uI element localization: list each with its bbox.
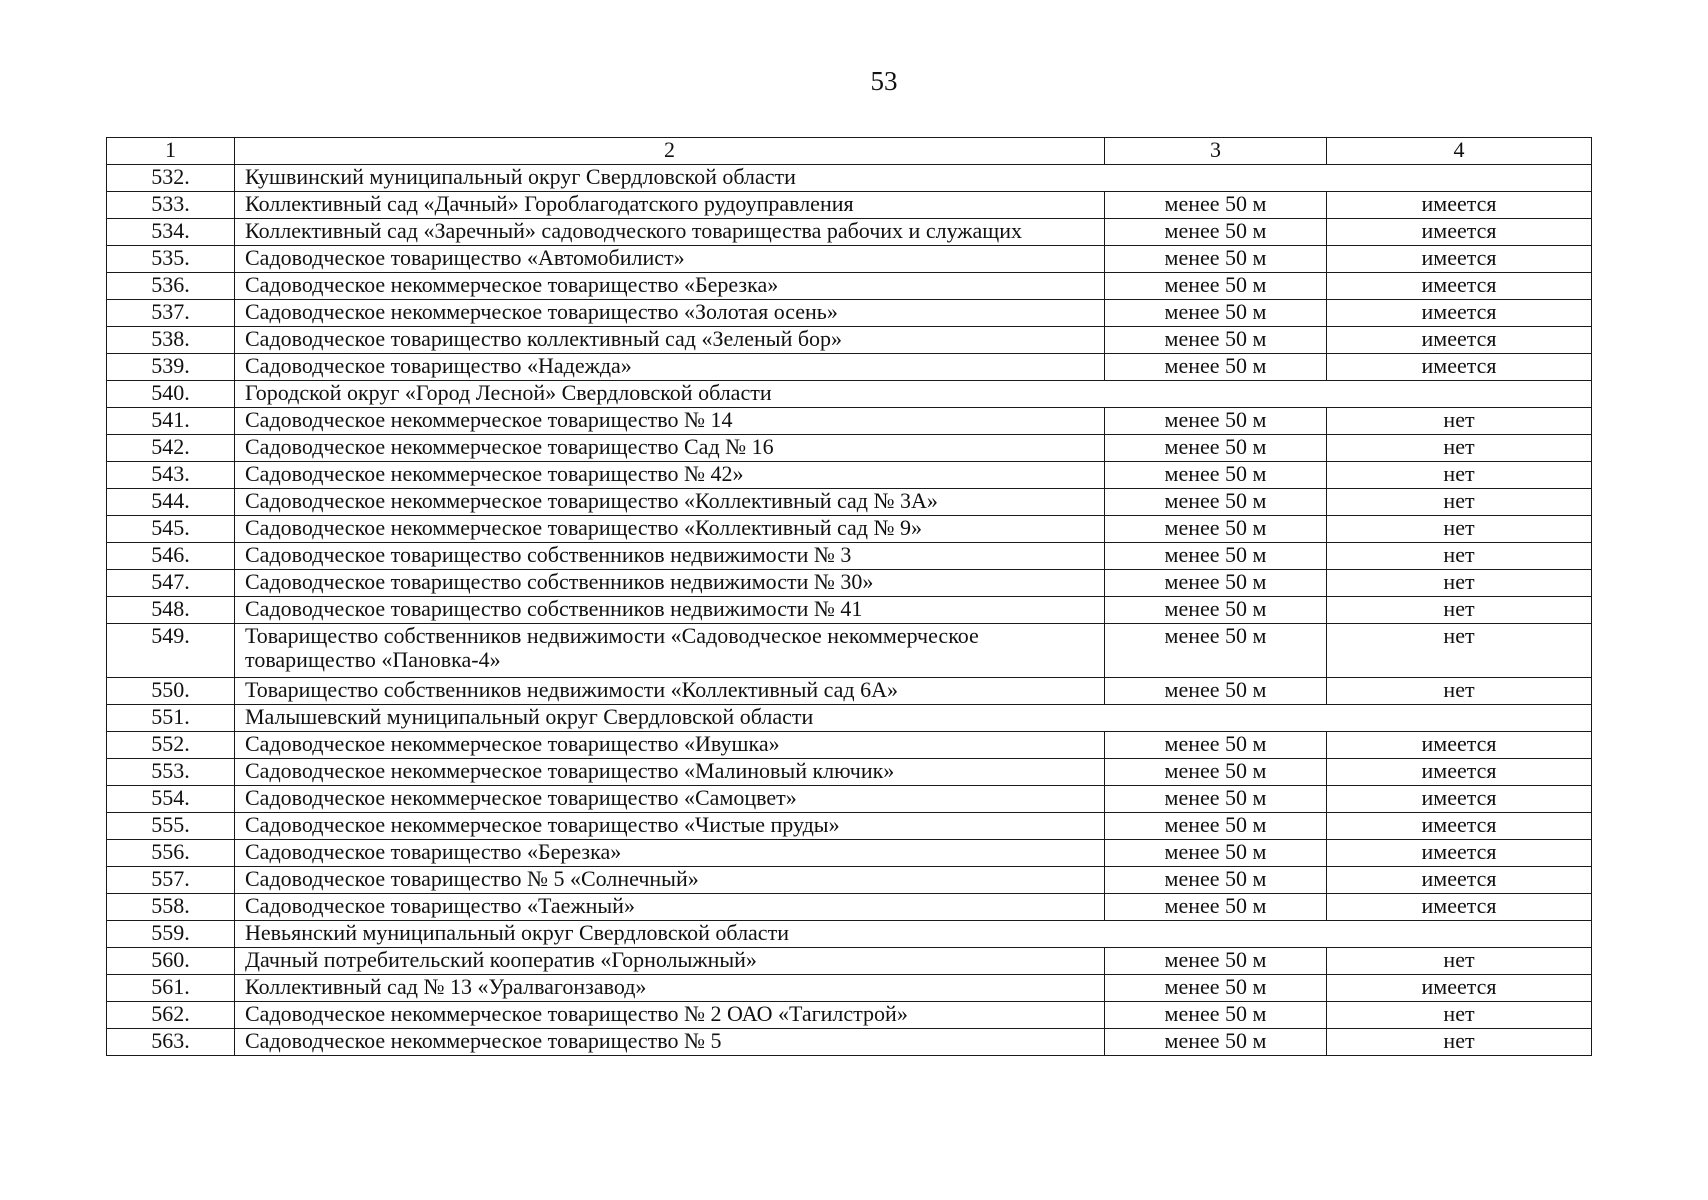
distance-cell: менее 50 м	[1105, 435, 1327, 462]
row-number: 542.	[107, 435, 235, 462]
table-row	[107, 894, 1592, 921]
organization-name: Садоводческое товарищество № 5 «Солнечный»	[235, 867, 1105, 894]
table-row	[107, 948, 1592, 975]
table-row	[107, 786, 1592, 813]
row-number: 555.	[107, 813, 235, 840]
organization-name: Садоводческое некоммерческое товарищество «Самоцвет»	[235, 786, 1105, 813]
distance-cell: менее 50 м	[1105, 300, 1327, 327]
organization-name: Садоводческое некоммерческое товарищество № 14	[235, 408, 1105, 435]
table-row	[107, 327, 1592, 354]
row-number: 534.	[107, 219, 235, 246]
organization-name: Садоводческое товарищество коллективный сад «Зеленый бор»	[235, 327, 1105, 354]
row-number: 543.	[107, 462, 235, 489]
organization-name: Садоводческое товарищество «Березка»	[235, 840, 1105, 867]
row-number: 559.	[107, 921, 235, 948]
distance-cell: менее 50 м	[1105, 840, 1327, 867]
table-row	[107, 354, 1592, 381]
table-row	[107, 516, 1592, 543]
distance-cell: менее 50 м	[1105, 219, 1327, 246]
table-row	[107, 219, 1592, 246]
table-row	[107, 489, 1592, 516]
row-number: 547.	[107, 570, 235, 597]
distance-cell: менее 50 м	[1105, 489, 1327, 516]
availability-cell: нет	[1327, 1029, 1592, 1056]
distance-cell: менее 50 м	[1105, 570, 1327, 597]
availability-cell: имеется	[1327, 300, 1592, 327]
table-row	[107, 975, 1592, 1002]
table-row	[107, 624, 1592, 678]
distance-cell: менее 50 м	[1105, 354, 1327, 381]
row-number: 540.	[107, 381, 235, 408]
row-number: 536.	[107, 273, 235, 300]
table-row	[107, 1002, 1592, 1029]
distance-cell: менее 50 м	[1105, 786, 1327, 813]
table-row	[107, 1029, 1592, 1056]
organization-name: Садоводческое некоммерческое товарищество «Золотая осень»	[235, 300, 1105, 327]
row-number: 551.	[107, 705, 235, 732]
organization-name: Садоводческое некоммерческое товарищество № 2 ОАО «Тагилстрой»	[235, 1002, 1105, 1029]
table-row	[107, 759, 1592, 786]
availability-cell: нет	[1327, 624, 1592, 678]
organization-name: Садоводческое некоммерческое товарищество № 42»	[235, 462, 1105, 489]
availability-cell: имеется	[1327, 732, 1592, 759]
distance-cell: менее 50 м	[1105, 462, 1327, 489]
availability-cell: нет	[1327, 516, 1592, 543]
row-number: 548.	[107, 597, 235, 624]
distance-cell: менее 50 м	[1105, 678, 1327, 705]
distance-cell: менее 50 м	[1105, 948, 1327, 975]
table-row	[107, 300, 1592, 327]
header-col-3: 3	[1105, 138, 1327, 165]
organization-name: Садоводческое товарищество собственников недвижимости № 3	[235, 543, 1105, 570]
row-number: 537.	[107, 300, 235, 327]
row-number: 545.	[107, 516, 235, 543]
organization-name: Садоводческое товарищество собственников недвижимости № 30»	[235, 570, 1105, 597]
section-title: Городской округ «Город Лесной» Свердловской области	[235, 381, 1592, 408]
availability-cell: имеется	[1327, 975, 1592, 1002]
availability-cell: имеется	[1327, 813, 1592, 840]
distance-cell: менее 50 м	[1105, 597, 1327, 624]
row-number: 556.	[107, 840, 235, 867]
organization-name: Садоводческое некоммерческое товарищество «Ивушка»	[235, 732, 1105, 759]
distance-cell: менее 50 м	[1105, 732, 1327, 759]
section-title: Невьянский муниципальный округ Свердловской области	[235, 921, 1592, 948]
availability-cell: имеется	[1327, 759, 1592, 786]
availability-cell: нет	[1327, 489, 1592, 516]
page-number: 53	[870, 66, 898, 96]
availability-cell: нет	[1327, 570, 1592, 597]
availability-cell: нет	[1327, 408, 1592, 435]
row-number: 563.	[107, 1029, 235, 1056]
table-body	[107, 138, 1592, 1056]
table-row	[107, 678, 1592, 705]
availability-cell: нет	[1327, 948, 1592, 975]
row-number: 532.	[107, 165, 235, 192]
data-table	[106, 137, 1592, 1056]
table-row	[107, 867, 1592, 894]
distance-cell: менее 50 м	[1105, 894, 1327, 921]
row-number: 549.	[107, 624, 235, 678]
row-number: 562.	[107, 1002, 235, 1029]
row-number: 544.	[107, 489, 235, 516]
availability-cell: имеется	[1327, 840, 1592, 867]
row-number: 552.	[107, 732, 235, 759]
availability-cell: имеется	[1327, 354, 1592, 381]
availability-cell: имеется	[1327, 273, 1592, 300]
row-number: 535.	[107, 246, 235, 273]
table-section-row	[107, 705, 1592, 732]
table-row	[107, 273, 1592, 300]
distance-cell: менее 50 м	[1105, 327, 1327, 354]
organization-name: Садоводческое товарищество «Таежный»	[235, 894, 1105, 921]
organization-name: Товарищество собственников недвижимости «Коллективный сад 6А»	[235, 678, 1105, 705]
table-row	[107, 570, 1592, 597]
availability-cell: имеется	[1327, 327, 1592, 354]
availability-cell: имеется	[1327, 219, 1592, 246]
availability-cell: нет	[1327, 597, 1592, 624]
row-number: 557.	[107, 867, 235, 894]
row-number: 538.	[107, 327, 235, 354]
availability-cell: имеется	[1327, 894, 1592, 921]
row-number: 553.	[107, 759, 235, 786]
table-row	[107, 462, 1592, 489]
availability-cell: имеется	[1327, 192, 1592, 219]
row-number: 560.	[107, 948, 235, 975]
organization-name: Садоводческое некоммерческое товарищество «Чистые пруды»	[235, 813, 1105, 840]
organization-name: Коллективный сад № 13 «Уралвагонзавод»	[235, 975, 1105, 1002]
section-title: Малышевский муниципальный округ Свердловской области	[235, 705, 1592, 732]
header-col-4: 4	[1327, 138, 1592, 165]
distance-cell: менее 50 м	[1105, 192, 1327, 219]
distance-cell: менее 50 м	[1105, 975, 1327, 1002]
distance-cell: менее 50 м	[1105, 813, 1327, 840]
organization-name: Дачный потребительский кооператив «Горнолыжный»	[235, 948, 1105, 975]
distance-cell: менее 50 м	[1105, 1029, 1327, 1056]
table-section-row	[107, 381, 1592, 408]
organization-name: Коллективный сад «Заречный» садоводческого товарищества рабочих и служащих	[235, 219, 1105, 246]
row-number: 561.	[107, 975, 235, 1002]
table-section-row	[107, 921, 1592, 948]
organization-name: Садоводческое некоммерческое товарищество «Коллективный сад № 9»	[235, 516, 1105, 543]
organization-name: Садоводческое некоммерческое товарищество «Березка»	[235, 273, 1105, 300]
availability-cell: имеется	[1327, 867, 1592, 894]
availability-cell: нет	[1327, 462, 1592, 489]
distance-cell: менее 50 м	[1105, 273, 1327, 300]
distance-cell: менее 50 м	[1105, 246, 1327, 273]
distance-cell: менее 50 м	[1105, 624, 1327, 678]
organization-name: Садоводческое товарищество «Автомобилист»	[235, 246, 1105, 273]
availability-cell: имеется	[1327, 246, 1592, 273]
table-row	[107, 435, 1592, 462]
organization-name: Садоводческое некоммерческое товарищество «Коллективный сад № 3А»	[235, 489, 1105, 516]
row-number: 533.	[107, 192, 235, 219]
section-title: Кушвинский муниципальный округ Свердловской области	[235, 165, 1592, 192]
table-row	[107, 192, 1592, 219]
organization-name: Коллективный сад «Дачный» Гороблагодатского рудоуправления	[235, 192, 1105, 219]
table-row	[107, 732, 1592, 759]
table-row	[107, 408, 1592, 435]
organization-name: Садоводческое некоммерческое товарищество «Малиновый ключик»	[235, 759, 1105, 786]
distance-cell: менее 50 м	[1105, 1002, 1327, 1029]
header-col-2: 2	[235, 138, 1105, 165]
availability-cell: нет	[1327, 1002, 1592, 1029]
organization-name: Товарищество собственников недвижимости «Садоводческое некоммерческое товарищество «Пановка-4»	[235, 624, 1105, 678]
organization-name: Садоводческое товарищество собственников недвижимости № 41	[235, 597, 1105, 624]
table-header-row	[107, 138, 1592, 165]
distance-cell: менее 50 м	[1105, 543, 1327, 570]
organization-name: Садоводческое товарищество «Надежда»	[235, 354, 1105, 381]
availability-cell: нет	[1327, 435, 1592, 462]
table-row	[107, 813, 1592, 840]
row-number: 546.	[107, 543, 235, 570]
row-number: 539.	[107, 354, 235, 381]
distance-cell: менее 50 м	[1105, 867, 1327, 894]
distance-cell: менее 50 м	[1105, 408, 1327, 435]
header-col-1: 1	[107, 138, 235, 165]
distance-cell: менее 50 м	[1105, 516, 1327, 543]
row-number: 550.	[107, 678, 235, 705]
organization-name: Садоводческое некоммерческое товарищество Сад № 16	[235, 435, 1105, 462]
row-number: 554.	[107, 786, 235, 813]
distance-cell: менее 50 м	[1105, 759, 1327, 786]
table-row	[107, 840, 1592, 867]
row-number: 558.	[107, 894, 235, 921]
table-section-row	[107, 165, 1592, 192]
table-row	[107, 246, 1592, 273]
organization-name: Садоводческое некоммерческое товарищество № 5	[235, 1029, 1105, 1056]
table-row	[107, 597, 1592, 624]
row-number: 541.	[107, 408, 235, 435]
availability-cell: имеется	[1327, 786, 1592, 813]
table-row	[107, 543, 1592, 570]
availability-cell: нет	[1327, 543, 1592, 570]
availability-cell: нет	[1327, 678, 1592, 705]
